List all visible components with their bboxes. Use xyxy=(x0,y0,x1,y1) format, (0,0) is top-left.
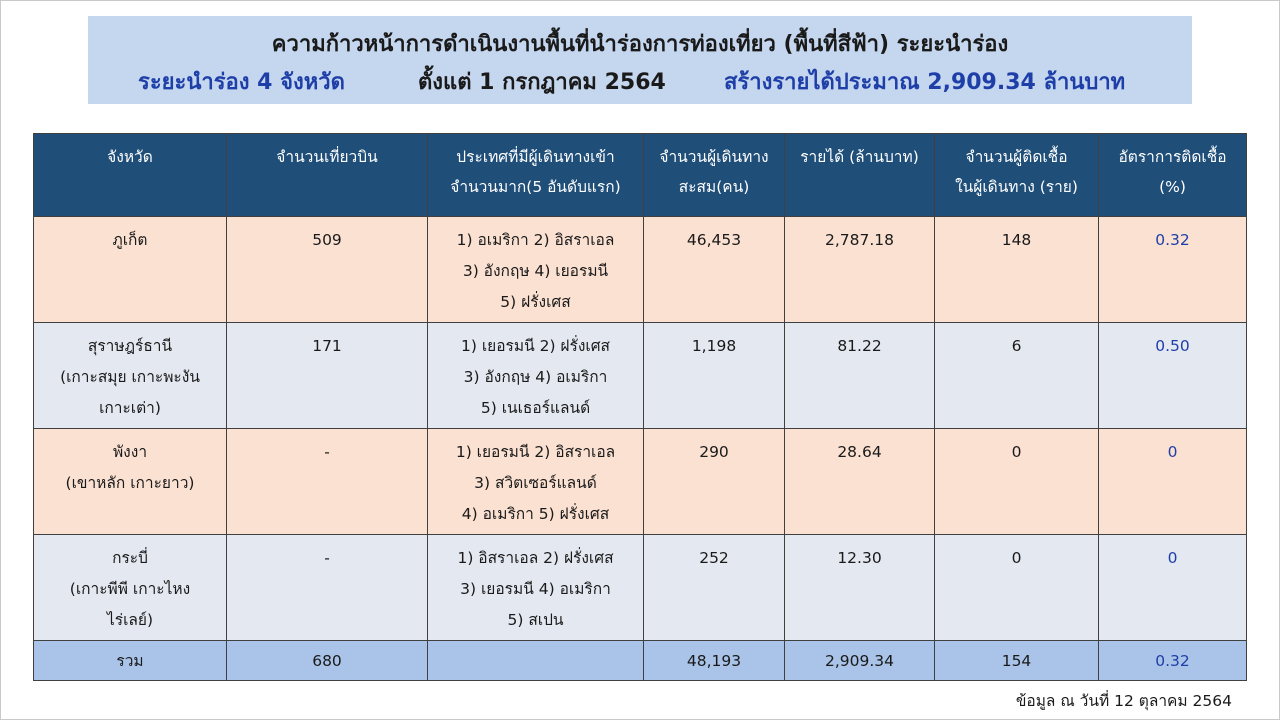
travelers-cell: 290 xyxy=(644,429,785,535)
flights-cell: 171 xyxy=(227,323,428,429)
total-label-cell: รวม xyxy=(34,641,227,681)
total-revenue-cell: 2,909.34 xyxy=(785,641,935,681)
revenue-cell: 81.22 xyxy=(785,323,935,429)
col-header-revenue: รายได้ (ล้านบาท) xyxy=(785,134,935,217)
total-countries-cell xyxy=(428,641,644,681)
infected-cell: 0 xyxy=(935,535,1099,641)
start-date-label: ตั้งแต่ 1 กรกฎาคม 2564 xyxy=(418,70,666,95)
page-title: ความก้าวหน้าการดำเนินงานพื้นที่นำร่องการท่องเที่ยว (พื้นที่สีฟ้า) ระยะนำร่อง xyxy=(271,32,1009,57)
infected-cell: 148 xyxy=(935,217,1099,323)
flights-cell: - xyxy=(227,429,428,535)
table-row xyxy=(34,217,1247,323)
province-cell: สุราษฎร์ธานี (เกาะสมุย เกาะพะงัน เกาะเต่า) xyxy=(34,323,227,429)
province-cell: กระบี่ (เกาะพีพี เกาะไหง ไร่เลย์) xyxy=(34,535,227,641)
col-header-rate: อัตราการติดเชื้อ (%) xyxy=(1099,134,1247,217)
total-infected-cell: 154 xyxy=(935,641,1099,681)
table-row xyxy=(34,535,1247,641)
pilot-provinces-label: ระยะนำร่อง 4 จังหวัด xyxy=(138,70,345,95)
countries-cell: 1) อิสราเอล 2) ฝรั่งเศส 3) เยอรมนี 4) อเมริกา 5) สเปน xyxy=(428,535,644,641)
col-header-countries: ประเทศที่มีผู้เดินทางเข้า จำนวนมาก(5 อันดับแรก) xyxy=(428,134,644,217)
col-header-flights: จำนวนเที่ยวบิน xyxy=(227,134,428,217)
income-summary-label: สร้างรายได้ประมาณ 2,909.34 ล้านบาท xyxy=(724,70,1126,95)
total-row xyxy=(34,641,1247,681)
flights-cell: 509 xyxy=(227,217,428,323)
province-cell: ภูเก็ต xyxy=(34,217,227,323)
rate-cell: 0 xyxy=(1099,535,1247,641)
col-header-province: จังหวัด xyxy=(34,134,227,217)
data-date-footnote: ข้อมูล ณ วันที่ 12 ตุลาคม 2564 xyxy=(1015,692,1232,710)
col-header-infected: จำนวนผู้ติดเชื้อ ในผู้เดินทาง (ราย) xyxy=(935,134,1099,217)
rate-cell: 0 xyxy=(1099,429,1247,535)
revenue-cell: 2,787.18 xyxy=(785,217,935,323)
countries-cell: 1) เยอรมนี 2) ฝรั่งเศส 3) อังกฤษ 4) อเมริกา 5) เนเธอร์แลนด์ xyxy=(428,323,644,429)
total-flights-cell: 680 xyxy=(227,641,428,681)
countries-cell: 1) อเมริกา 2) อิสราเอล 3) อังกฤษ 4) เยอรมนี 5) ฝรั่งเศส xyxy=(428,217,644,323)
rate-cell: 0.32 xyxy=(1099,217,1247,323)
col-header-travelers: จำนวนผู้เดินทาง สะสม(คน) xyxy=(644,134,785,217)
revenue-cell: 28.64 xyxy=(785,429,935,535)
table-header-row xyxy=(34,134,1247,217)
flights-cell: - xyxy=(227,535,428,641)
infected-cell: 0 xyxy=(935,429,1099,535)
countries-cell: 1) เยอรมนี 2) อิสราเอล 3) สวิตเซอร์แลนด์ 4) อเมริกา 5) ฝรั่งเศส xyxy=(428,429,644,535)
travelers-cell: 252 xyxy=(644,535,785,641)
title-banner xyxy=(88,16,1192,104)
table-row xyxy=(34,429,1247,535)
tourism-progress-table xyxy=(33,133,1247,681)
table-row xyxy=(34,323,1247,429)
province-cell: พังงา (เขาหลัก เกาะยาว) xyxy=(34,429,227,535)
total-travelers-cell: 48,193 xyxy=(644,641,785,681)
travelers-cell: 1,198 xyxy=(644,323,785,429)
infected-cell: 6 xyxy=(935,323,1099,429)
rate-cell: 0.50 xyxy=(1099,323,1247,429)
travelers-cell: 46,453 xyxy=(644,217,785,323)
revenue-cell: 12.30 xyxy=(785,535,935,641)
total-rate-cell: 0.32 xyxy=(1099,641,1247,681)
